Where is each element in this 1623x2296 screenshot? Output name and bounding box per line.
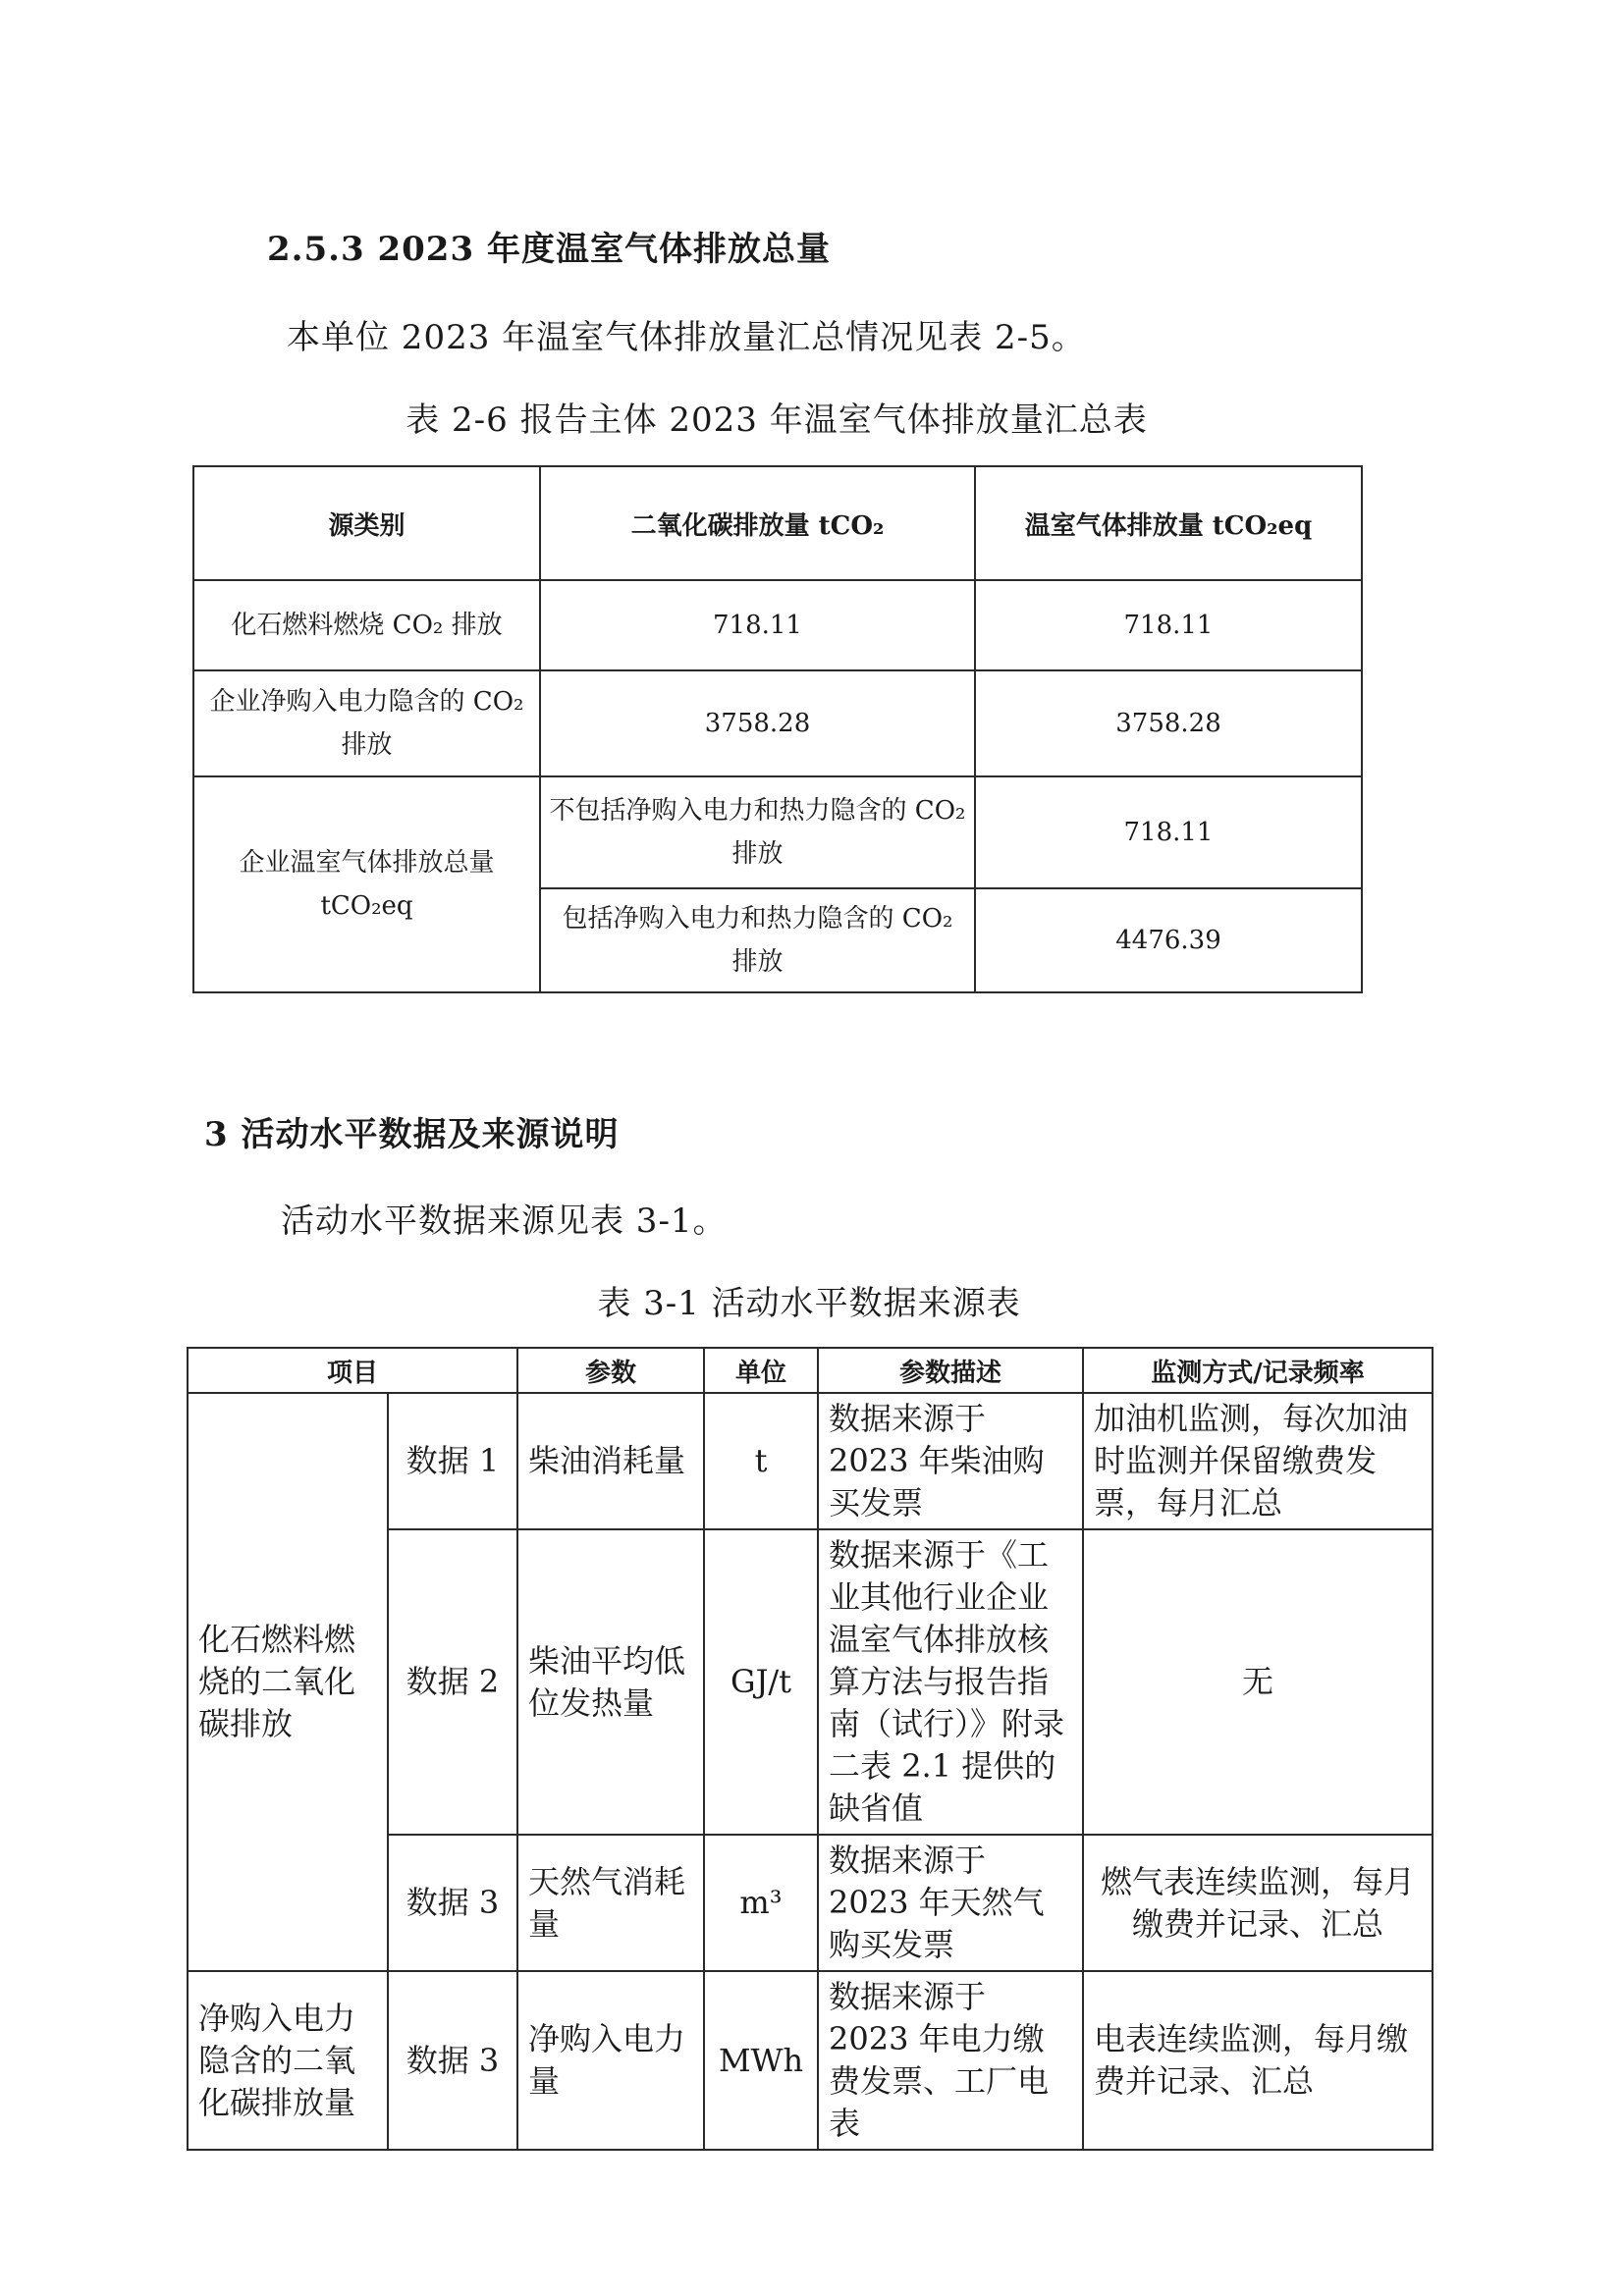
header-param: 参数 (517, 1348, 704, 1393)
activity-data-table (187, 1347, 1434, 2151)
row-co2-value: 718.11 (540, 580, 975, 670)
row-item: 数据 1 (388, 1393, 517, 1529)
row-monitor: 电表连续监测，每月缴费并记录、汇总 (1083, 1971, 1433, 2150)
row-ghg-value: 3758.28 (975, 670, 1362, 776)
row-category: 化石燃料燃烧 CO₂ 排放 (193, 580, 540, 670)
section-heading-2-5-3: 2.5.3 2023 年度温室气体排放总量 (267, 230, 831, 269)
row-ghg-value: 718.11 (975, 580, 1362, 670)
group-electricity: 净购入电力隐含的二氧化碳排放量 (188, 1971, 388, 2150)
section-heading-3: 3 活动水平数据及来源说明 (204, 1115, 620, 1154)
row-desc: 数据来源于《工业其他行业企业温室气体排放核算方法与报告指南（试行）》附录二表 2.1 提供的缺省值 (818, 1529, 1083, 1835)
table-header-row (193, 466, 1362, 580)
row-unit: MWh (704, 1971, 818, 2150)
total-subrow-label: 包括净购入电力和热力隐含的 CO₂ 排放 (540, 888, 975, 992)
total-subrow-value: 718.11 (975, 776, 1362, 888)
table-caption-2-6: 表 2-6 报告主体 2023 年温室气体排放量汇总表 (406, 400, 1148, 440)
row-param: 柴油平均低位发热量 (517, 1529, 704, 1835)
ghg-summary-table (192, 465, 1363, 993)
row-co2-value: 3758.28 (540, 670, 975, 776)
section-intro-3: 活动水平数据来源见表 3-1。 (281, 1201, 728, 1241)
row-item: 数据 3 (388, 1971, 517, 2150)
header-co2-emission: 二氧化碳排放量 tCO₂ (540, 466, 975, 580)
row-item: 数据 3 (388, 1835, 517, 1971)
table-caption-3-1: 表 3-1 活动水平数据来源表 (597, 1284, 1021, 1323)
row-param: 天然气消耗量 (517, 1835, 704, 1971)
header-monitor: 监测方式/记录频率 (1083, 1348, 1433, 1393)
table-header-row (188, 1348, 1433, 1393)
row-monitor: 无 (1083, 1529, 1433, 1835)
header-ghg-emission: 温室气体排放量 tCO₂eq (975, 466, 1362, 580)
row-param: 净购入电力量 (517, 1971, 704, 2150)
row-monitor: 加油机监测，每次加油时监测并保留缴费发票，每月汇总 (1083, 1393, 1433, 1529)
group-fossil-fuel: 化石燃料燃烧的二氧化碳排放 (188, 1393, 388, 1971)
total-subrow-label: 不包括净购入电力和热力隐含的 CO₂ 排放 (540, 776, 975, 888)
table-row (193, 580, 1362, 670)
row-monitor: 燃气表连续监测，每月缴费并记录、汇总 (1083, 1835, 1433, 1971)
header-desc: 参数描述 (818, 1348, 1083, 1393)
section-intro-2-5-3: 本单位 2023 年温室气体排放量汇总情况见表 2-5。 (287, 318, 1086, 357)
row-param: 柴油消耗量 (517, 1393, 704, 1529)
header-unit: 单位 (704, 1348, 818, 1393)
row-desc: 数据来源于 2023 年柴油购买发票 (818, 1393, 1083, 1529)
table-row (193, 670, 1362, 776)
row-unit: t (704, 1393, 818, 1529)
total-category: 企业温室气体排放总量 tCO₂eq (193, 776, 540, 992)
header-item: 项目 (188, 1348, 517, 1393)
row-unit: GJ/t (704, 1529, 818, 1835)
row-desc: 数据来源于 2023 年天然气购买发票 (818, 1835, 1083, 1971)
row-desc: 数据来源于 2023 年电力缴费发票、工厂电表 (818, 1971, 1083, 2150)
header-source-category: 源类别 (193, 466, 540, 580)
row-unit: m³ (704, 1835, 818, 1971)
table-row (188, 1393, 1433, 1529)
row-category: 企业净购入电力隐含的 CO₂ 排放 (193, 670, 540, 776)
row-item: 数据 2 (388, 1529, 517, 1835)
table-row (193, 776, 1362, 888)
table-row (188, 1971, 1433, 2150)
total-subrow-value: 4476.39 (975, 888, 1362, 992)
